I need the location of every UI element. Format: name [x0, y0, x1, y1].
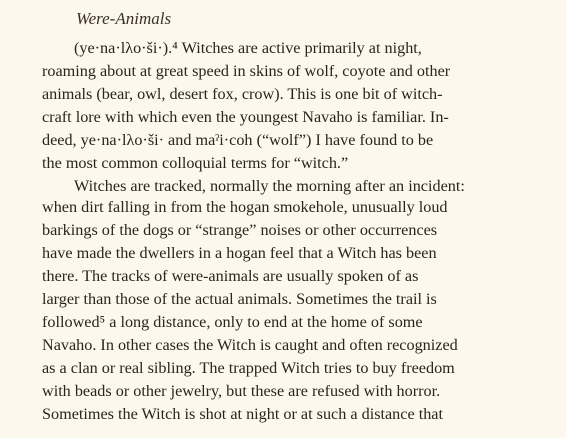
paragraph-2-line-5: there. The tracks of were-animals are usually spoken of as	[42, 267, 419, 285]
paragraph-2-line-6: larger than those of the actual animals. Sometimes the trail is	[42, 290, 437, 308]
paragraph-2-line-3: barkings of the dogs or “strange” noises or other occurrences	[42, 221, 438, 239]
paragraph-2-line-1: Witches are tracked, normally the morning after an incident:	[74, 177, 465, 195]
paragraph-2-line-9: as a clan or real sibling. The trapped Witch tries to buy freedom	[42, 359, 455, 377]
paragraph-1-line-3: animals (bear, owl, desert fox, crow). This is one bit of witch-	[42, 85, 443, 103]
paragraph-2-line-2: when dirt falling in from the hogan smokehole, unusually loud	[42, 198, 448, 216]
paragraph-1-line-5: deed, ye·na·lλo·ši· and maˀi·coh (“wolf”) I have found to be	[42, 131, 434, 149]
paragraph-1-line-6: the most common colloquial terms for “witch.”	[42, 154, 349, 172]
paragraph-1-line-1: (ye·na·lλo·ši·).⁴ Witches are active primarily at night,	[74, 39, 422, 57]
paragraph-2-line-4: have made the dwellers in a hogan feel that a Witch has been	[42, 244, 437, 262]
paragraph-1-line-4: craft lore with which even the youngest Navaho is familiar. In-	[42, 108, 449, 126]
section-heading: Were-Animals	[76, 9, 172, 28]
paragraph-2-line-11: Sometimes the Witch is shot at night or at such a distance that	[42, 405, 443, 423]
paragraph-2-line-10: with beads or other jewelry, but these are refused with horror.	[42, 382, 441, 400]
paragraph-2-line-7: followed⁵ a long distance, only to end at the home of some	[42, 313, 423, 331]
paragraph-1-line-2: roaming about at great speed in skins of wolf, coyote and other	[42, 62, 451, 80]
paragraph-2-line-8: Navaho. In other cases the Witch is caught and often recognized	[42, 336, 458, 354]
